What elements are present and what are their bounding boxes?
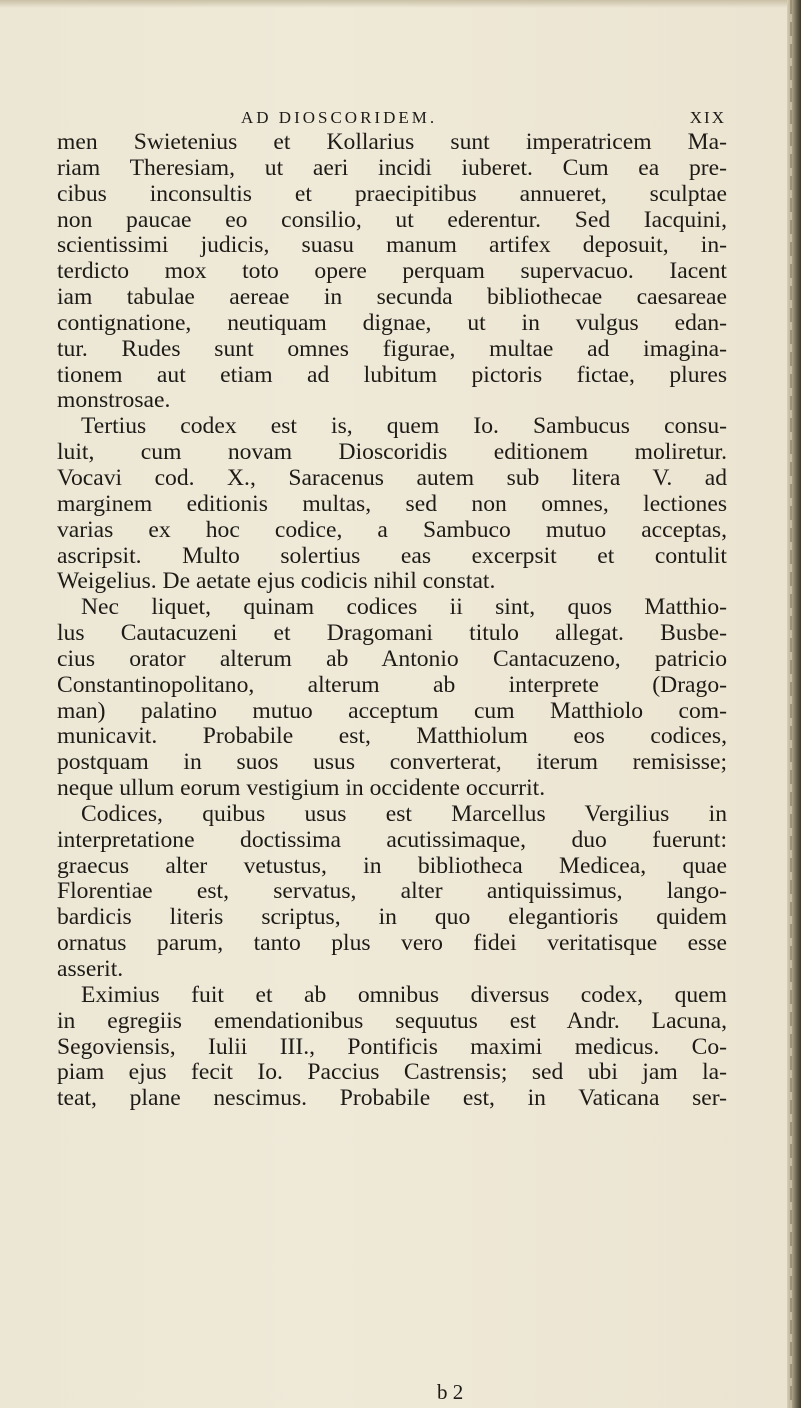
text-line: ascripsit. Multo solertius eas excerpsit et contulit (57, 542, 727, 569)
text-line: neque ullum eorum vestigium in occidente occurrit. (57, 775, 546, 802)
text-line: luit, cum novam Dioscoridis editionem moliretur. (57, 439, 727, 466)
text-line: Vocavi cod. X., Saracenus autem sub litera V. ad (57, 464, 727, 491)
book-gutter (787, 0, 801, 1408)
text-line: ornatus parum, tanto plus vero fidei veritatisque esse (57, 930, 727, 957)
text-line: men Swietenius et Kollarius sunt imperatricem Ma- (57, 129, 727, 155)
text-line: piam ejus fecit Io. Paccius Castrensis; sed ubi jam la- (57, 1059, 727, 1086)
signature-mark: b 2 (437, 1380, 464, 1404)
text-line: postquam in suos usus converterat, iterum remisisse; (57, 749, 727, 776)
text-line: cius orator alterum ab Antonio Cantacuzeno, patricio (57, 645, 727, 672)
text-line: riam Theresiam, ut aeri incidi iuberet. Cum ea pre- (57, 154, 727, 181)
text-line: cibus inconsultis et praecipitibus annueret, sculptae (57, 180, 727, 207)
text-line: monstrosae. (57, 387, 171, 414)
text-line: Codices, quibus usus est Marcellus Vergilius in (81, 800, 727, 827)
text-line: marginem editionis multas, sed non omnes, lectiones (57, 490, 727, 517)
running-head-title: AD DIOSCORIDEM. (241, 108, 438, 127)
text-line: Constantinopolitano, alterum ab interprete (Drago- (57, 671, 727, 698)
text-line: in egregiis emendationibus sequutus est Andr. Lacuna, (57, 1007, 727, 1034)
text-line: teat, plane nescimus. Probabile est, in Vaticana ser- (57, 1085, 727, 1112)
text-line: tionem aut etiam ad lubitum pictoris fictae, plures (57, 361, 727, 388)
text-line: varias ex hoc codice, a Sambuco mutuo acceptas, (57, 516, 727, 543)
text-line: iam tabulae aereae in secunda bibliothecae caesareae (57, 284, 727, 311)
text-line: graecus alter vetustus, in bibliotheca Medicea, quae (57, 852, 727, 879)
text-line: man) palatino mutuo acceptum cum Matthiolo com- (57, 697, 727, 724)
text-line: lus Cautacuzeni et Dragomani titulo allegat. Busbe- (57, 620, 727, 647)
text-line: Tertius codex est is, quem Io. Sambucus consu- (81, 413, 727, 440)
text-line: asserit. (57, 956, 124, 982)
text-line: tur. Rudes sunt omnes figurae, multae ad imagina- (57, 335, 727, 362)
text-line: Segoviensis, Iulii III., Pontificis maximi medicus. Co- (57, 1033, 727, 1060)
text-line: terdicto mox toto opere perquam supervacuo. Iacent (57, 258, 727, 285)
text-line: Weigelius. De aetate ejus codicis nihil constat. (57, 568, 496, 595)
text-line: contignatione, neutiquam dignae, ut in vulgus edan- (57, 309, 727, 336)
page-number: XIX (689, 108, 726, 127)
text-line: scientissimi judicis, suasu manum artifex deposuit, in- (57, 232, 727, 259)
text-line: Nec liquet, quinam codices ii sint, quos Matthio- (81, 594, 727, 621)
text-line: bardicis literis scriptus, in quo elegantioris quidem (57, 904, 727, 931)
text-line: non paucae eo consilio, ut ederentur. Sed Iacquini, (57, 206, 727, 233)
text-line: Florentiae est, servatus, alter antiquissimus, lango- (57, 878, 727, 905)
page-top-edge (0, 0, 789, 8)
text-line: Eximius fuit et ab omnibus diversus codex, quem (81, 981, 727, 1008)
text-line: interpretatione doctissima acutissimaque, duo fuerunt: (57, 826, 727, 853)
body-text (57, 130, 727, 1112)
text-line: municavit. Probabile est, Matthiolum eos codices, (57, 723, 727, 750)
